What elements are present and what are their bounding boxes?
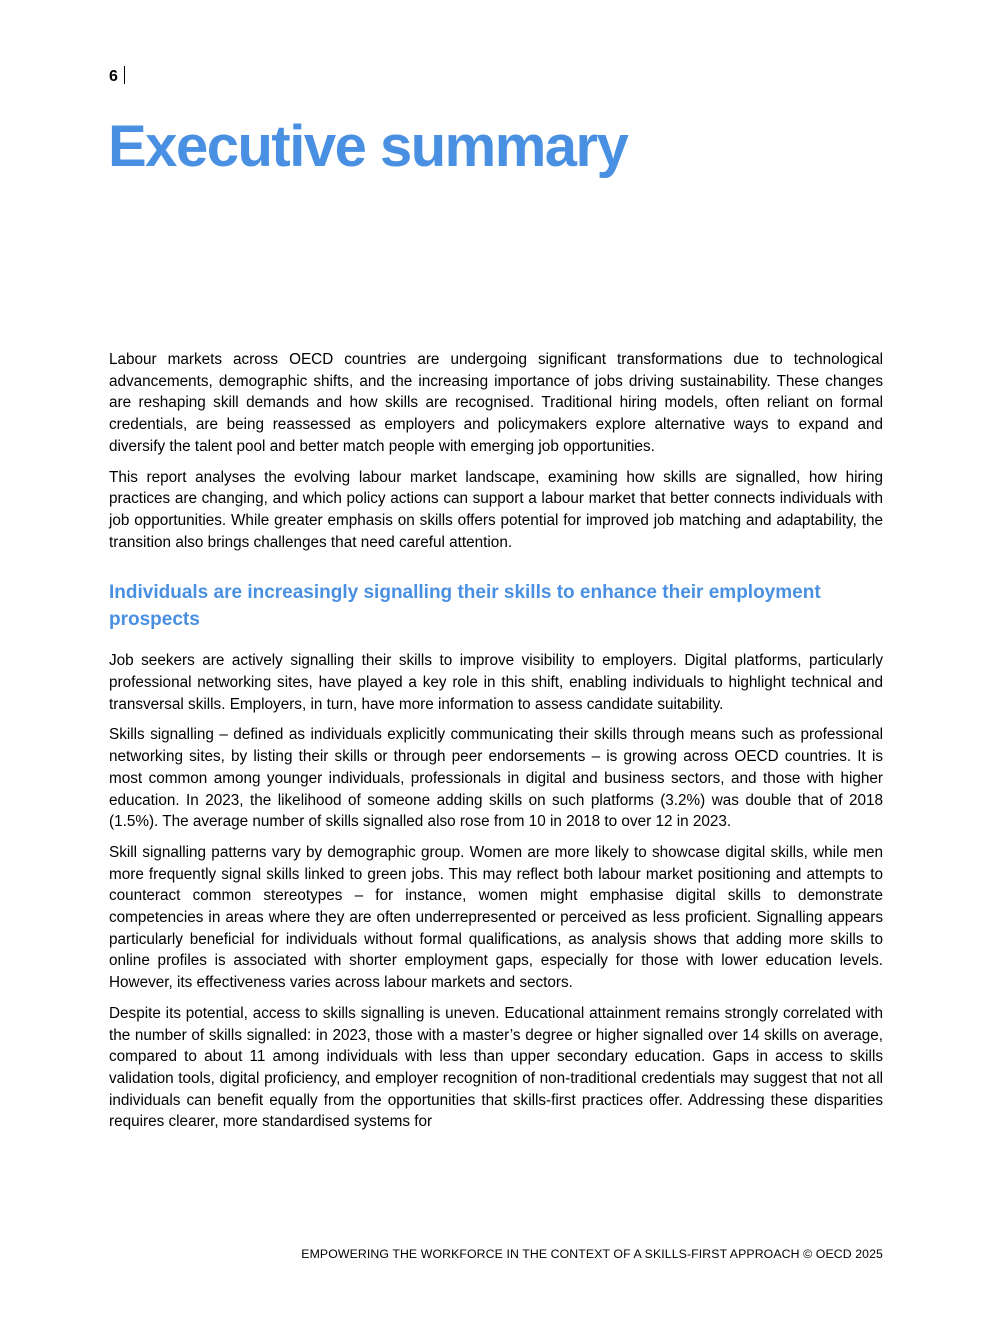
page-number-divider [124, 66, 125, 84]
page-number [109, 66, 125, 87]
intro-paragraph-2: This report analyses the evolving labour market landscape, examining how skills are signalled, how hiring practices are changing, and which policy actions can support a labour market that better connects individuals with job opportunities. While greater emphasis on skills offers potential for improved job matching and adaptability, the transition also brings challenges that need careful attention. [109, 468, 883, 551]
page-title: Executive summary [108, 114, 628, 179]
section-paragraph-4: Despite its potential, access to skills signalling is uneven. Educational attainment remains strongly correlated with the number of skills signalled: in 2023, those with a master’s degree or higher signalled over 14 skills on average, compared to about 11 among individuals with less than upper secondary education. Gaps in access to skills validation tools, digital proficiency, and employer recognition of non-traditional credentials may suggest that not all individuals can benefit equally from the opportunities that skills-first practices offer. Addressing these disparities requires clearer, more standardised systems for [109, 1004, 883, 1131]
page-footer: EMPOWERING THE WORKFORCE IN THE CONTEXT OF A SKILLS-FIRST APPROACH © OECD 2025 [301, 1247, 883, 1261]
main-content [109, 349, 883, 1142]
page-number-text: 6 [109, 68, 118, 85]
intro-paragraph-1: Labour markets across OECD countries are undergoing significant transformations due to technological advancements, demographic shifts, and the increasing importance of jobs driving sustainability. These changes are reshaping skill demands and how skills are recognised. Traditional hiring models, often reliant on formal credentials, are being reassessed as employers and policymakers explore alternative ways to expand and diversify the talent pool and better match people with emerging job opportunities. [109, 351, 883, 455]
section-paragraph-1: Job seekers are actively signalling their skills to improve visibility to employers. Digital platforms, particularly professional networking sites, have played a key role in this shift, enabling individuals to highlight technical and transversal skills. Employers, in turn, have more information to assess candidate suitability. [109, 652, 883, 713]
section-paragraph-3: Skill signalling patterns vary by demographic group. Women are more likely to showcase digital skills, while men more frequently signal skills linked to green jobs. This may reflect both labour market positioning and attempts to counteract common stereotypes – for instance, women might emphasise digital skills to demonstrate competencies in areas where they are often underrepresented or perceived as less proficient. Signalling appears particularly beneficial for individuals without formal qualifications, as analysis shows that adding more skills to online profiles is associated with shorter employment gaps, especially for those with lower education levels. However, its effectiveness varies across labour markets and sectors. [109, 843, 883, 992]
section-paragraph-2: Skills signalling – defined as individuals explicitly communicating their skills through means such as professional networking sites, by listing their skills or through peer endorsements – is growing across OECD countries. It is most common among younger individuals, professionals in digital and business sectors, and those with higher education. In 2023, the likelihood of someone adding skills on such platforms (3.2%) was double that of 2018 (1.5%). The average number of skills signalled also rose from 10 in 2018 to over 12 in 2023. [109, 726, 883, 831]
section-heading: Individuals are increasingly signalling their skills to enhance their employment prospects [109, 582, 821, 631]
